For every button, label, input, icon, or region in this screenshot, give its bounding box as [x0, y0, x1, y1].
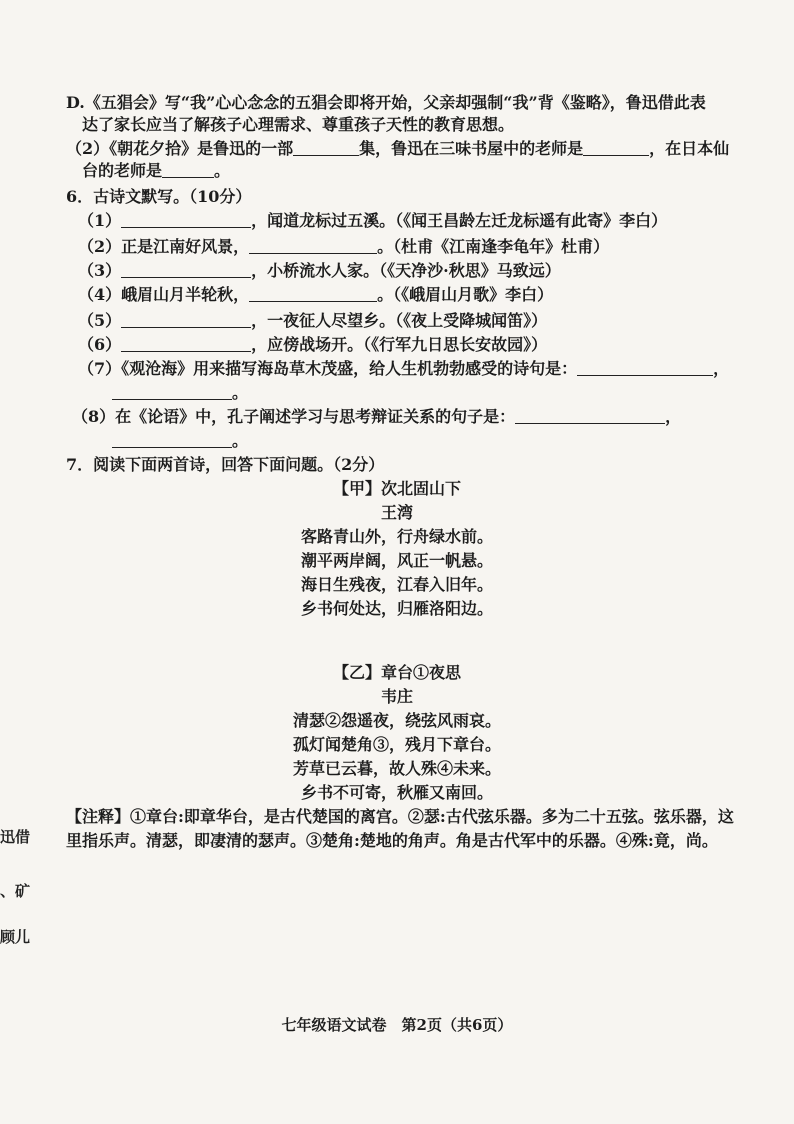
q6-item8-end: 。: [232, 431, 249, 450]
q6-item-pre: （5）: [78, 311, 122, 330]
page-footer: 七年级语文试卷 第2页（共6页）: [281, 1016, 513, 1034]
q5-sub2-line2: [82, 160, 754, 182]
q6-item-pre: （3）: [78, 261, 122, 280]
q6-item-post: ，应傍战场开。（《行军九日思长安故园》）: [251, 335, 548, 354]
poem-b-line-2: 孤灯闻楚角③，残月下章台。: [292, 735, 501, 754]
q5-sub2-text-b: 集，鲁迅在三味书屋中的老师是: [359, 139, 584, 158]
margin-fragment: 、矿: [0, 882, 31, 900]
poem-b-notes-line2: 里指乐声。清瑟，即凄清的瑟声。③楚角:楚地的角声。角是古代军中的乐器。④殊:竟，尚。: [66, 831, 718, 850]
poem-a-line-3: 海日生残夜，江春入旧年。: [300, 575, 493, 594]
q6-item-pre: （6）: [78, 335, 122, 354]
answer-blank[interactable]: [293, 139, 359, 156]
answer-blank[interactable]: [249, 285, 377, 302]
q6-item-1: [78, 210, 754, 232]
q6-item-7-line1: [78, 358, 754, 380]
q6-item-pre: （4）峨眉山月半轮秋，: [78, 285, 250, 304]
q5-sub2-text-d: 台的老师是: [82, 161, 163, 180]
q6-item8-comma: ，: [665, 407, 682, 426]
poem-b-line-1: 清瑟②怨遥夜，绕弦风雨哀。: [292, 711, 501, 730]
q6-item7-text: （7）《观沧海》用来描写海岛草木茂盛，给人生机勃勃感受的诗句是：: [78, 359, 578, 378]
poem-a-line-2: 潮平两岸阔，风正一帆悬。: [300, 551, 493, 570]
q6-item-4: [78, 284, 754, 306]
q6-item-post: ，闻道龙标过五溪。（《闻王昌龄左迁龙标遥有此寄》李白）: [251, 211, 668, 230]
q6-item-8-line2: [112, 430, 754, 452]
margin-fragment: 迅借: [0, 828, 31, 846]
q6-item-3: [78, 260, 754, 282]
q7-heading: 7．阅读下面两首诗，回答下面问题。（2分）: [66, 455, 385, 474]
answer-blank[interactable]: [577, 359, 713, 376]
poem-a-title: 【甲】次北固山下: [332, 479, 461, 498]
answer-blank[interactable]: [162, 161, 214, 178]
answer-blank[interactable]: [583, 139, 649, 156]
q6-item-post: ，一夜征人尽望乡。（《夜上受降城闻笛》）: [251, 311, 548, 330]
q6-item8-text: （8）在《论语》中，孔子阐述学习与思考辩证关系的句子是：: [72, 407, 516, 426]
poem-b-line-3: 芳草已云暮，故人殊④未来。: [292, 759, 501, 778]
q6-item-post: 。（《峨眉山月歌》李白）: [377, 285, 554, 304]
poem-b-notes-line1: 【注释】①章台:即章华台，是古代楚国的离宫。②瑟:古代弦乐器。多为二十五弦。弦乐器，这: [66, 807, 734, 826]
q6-item-post: ，小桥流水人家。（《天净沙·秋思》马致远）: [251, 261, 561, 280]
answer-blank[interactable]: [121, 261, 251, 278]
poem-b-line-4: 乡书不可寄，秋雁又南回。: [300, 783, 493, 802]
answer-blank[interactable]: [249, 237, 377, 254]
q6-item-pre: （2）正是江南好风景，: [78, 237, 250, 256]
q5-sub2-text-c: ，在日本仙: [649, 139, 730, 158]
q6-item7-comma: ，: [713, 359, 730, 378]
answer-blank[interactable]: [121, 311, 251, 328]
poem-b-author: 韦庄: [380, 687, 413, 706]
q5-sub2-text-a: （2）《朝花夕拾》是鲁迅的一部: [66, 139, 294, 158]
q5-sub2-text-e: 。: [214, 161, 231, 180]
answer-blank[interactable]: [112, 383, 232, 400]
poem-a-author: 王湾: [380, 503, 413, 522]
q6-item-6: [78, 334, 754, 356]
margin-fragment: 顾儿: [0, 928, 31, 946]
poem-b-title: 【乙】章台①夜思: [332, 663, 461, 682]
q6-item-pre: （1）: [78, 211, 122, 230]
q6-item7-end: 。: [232, 383, 249, 402]
answer-blank[interactable]: [112, 431, 232, 448]
q6-item-8-line1: [72, 406, 754, 428]
q5-sub2-line1: [66, 138, 754, 160]
poem-a-line-1: 客路青山外，行舟绿水前。: [300, 527, 493, 546]
q6-item-7-line2: [112, 382, 754, 404]
q5-option-d-line2: 达了家长应当了解孩子心理需求、尊重孩子天性的教育思想。: [82, 115, 515, 134]
q5-option-d-line1: D.《五猖会》写“我”心心念念的五猖会即将开始，父亲却强制“我”背《鉴略》，鲁迅借此表: [66, 93, 706, 112]
q6-heading: 6．古诗文默写。（10分）: [66, 187, 252, 206]
q6-item-post: 。（杜甫《江南逢李龟年》杜甫）: [377, 237, 610, 256]
answer-blank[interactable]: [121, 335, 251, 352]
q6-item-5: [78, 310, 754, 332]
poem-a-line-4: 乡书何处达，归雁洛阳边。: [300, 599, 493, 618]
answer-blank[interactable]: [121, 211, 251, 228]
answer-blank[interactable]: [515, 407, 665, 424]
q6-item-2: [78, 236, 754, 258]
